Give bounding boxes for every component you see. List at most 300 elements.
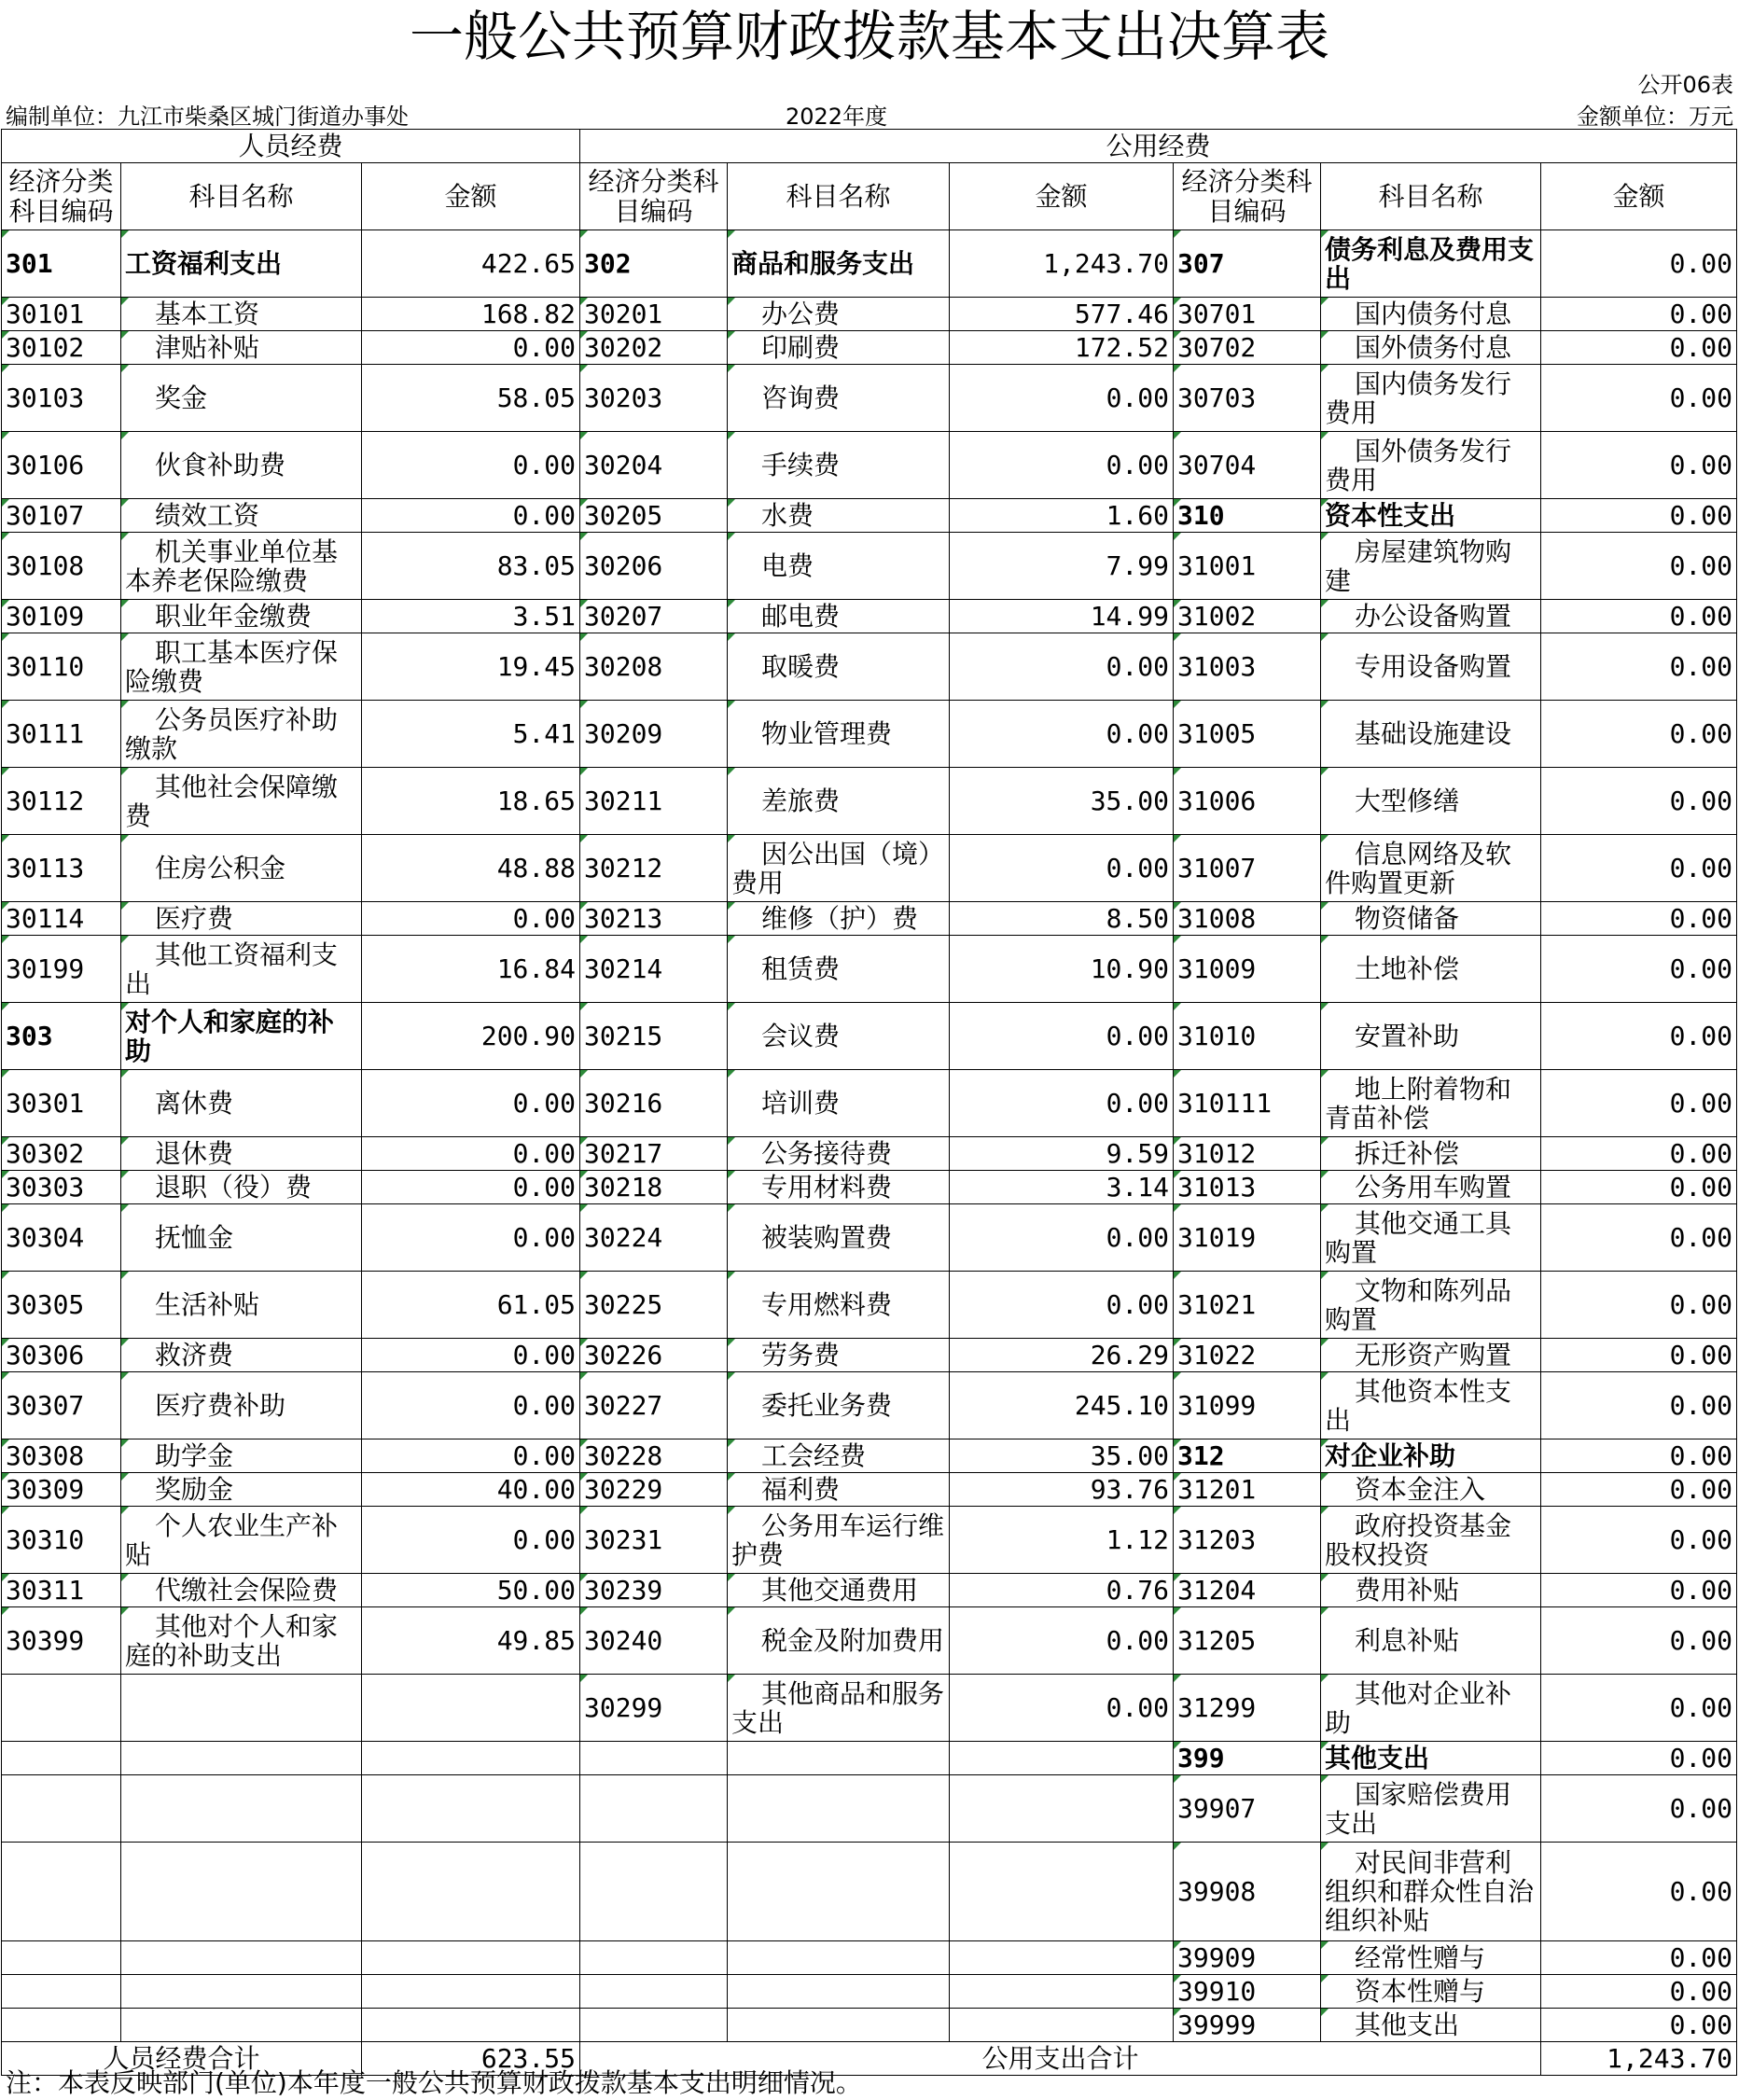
item-name-cell: 手续费 [728,432,950,499]
cell-marker-icon [1174,230,1181,238]
table-row [2,1003,1737,1070]
cell-marker-icon [728,432,735,439]
code-cell: 30202 [580,331,728,365]
amount-cell: 0.00 [1541,1171,1737,1204]
amount-cell: 172.52 [950,331,1174,365]
cell-marker-icon [2,1607,9,1615]
item-name-cell: 邮电费 [728,600,950,633]
item-name-cell: 办公费 [728,298,950,331]
cell-marker-icon [1321,1171,1329,1178]
amount-cell [950,1941,1174,1975]
amount-cell: 5.41 [362,701,580,768]
item-name-cell: 专用材料费 [728,1171,950,1204]
code-cell: 301 [2,230,121,298]
cell-marker-icon [1321,2009,1329,2016]
code-cell: 30305 [2,1272,121,1339]
cell-marker-icon [2,1003,9,1010]
amount-cell: 0.76 [950,1574,1174,1607]
amount-cell: 0.00 [1541,1070,1737,1137]
cell-marker-icon [1174,499,1181,507]
code-cell: 30112 [2,768,121,835]
code-cell: 310111 [1174,1070,1321,1137]
col-code-header: 经济分类科目编码 [1174,163,1321,230]
amount-cell: 0.00 [362,1372,580,1439]
item-name-cell: 租赁费 [728,936,950,1003]
amount-cell [362,1675,580,1742]
code-cell: 31009 [1174,936,1321,1003]
code-cell: 30702 [1174,331,1321,365]
cell-marker-icon [728,1272,735,1279]
cell-marker-icon [121,1439,129,1447]
item-name-cell: 津贴补贴 [121,331,362,365]
cell-marker-icon [1174,1372,1181,1380]
amount-cell: 0.00 [1541,1507,1737,1574]
code-cell [580,2009,728,2042]
col-amount-header: 金额 [1541,163,1737,230]
table-row [2,230,1737,298]
cell-marker-icon [580,1171,588,1178]
cell-marker-icon [1321,1372,1329,1380]
cell-marker-icon [2,1507,9,1514]
amount-cell [362,1742,580,1775]
amount-cell: 0.00 [1541,768,1737,835]
code-cell [580,1742,728,1775]
code-cell: 30205 [580,499,728,533]
amount-cell: 0.00 [362,1204,580,1272]
item-name-cell: 税金及附加费用 [728,1607,950,1675]
cell-marker-icon [1321,1137,1329,1145]
cell-marker-icon [121,1137,129,1145]
item-name-cell: 办公设备购置 [1321,600,1541,633]
code-cell: 30306 [2,1339,121,1372]
cell-marker-icon [2,835,9,842]
col-name-header: 科目名称 [121,163,362,230]
item-name-cell: 劳务费 [728,1339,950,1372]
cell-marker-icon [1174,1439,1181,1447]
page-title: 一般公共预算财政拨款基本支出决算表 [409,5,1329,68]
amount-cell: 3.51 [362,600,580,633]
item-name-cell: 国内债务发行费用 [1321,365,1541,432]
amount-cell: 0.00 [950,1070,1174,1137]
item-name-cell: 地上附着物和青苗补偿 [1321,1070,1541,1137]
item-name-cell: 其他资本性支出 [1321,1372,1541,1439]
code-cell: 31001 [1174,533,1321,600]
amount-cell: 0.00 [1541,1574,1737,1607]
table-row [2,835,1737,902]
item-name-cell [121,1742,362,1775]
code-cell: 30213 [580,902,728,936]
code-cell: 31002 [1174,600,1321,633]
item-name-cell: 政府投资基金股权投资 [1321,1507,1541,1574]
item-name-cell: 工会经费 [728,1439,950,1473]
item-name-cell [728,1975,950,2009]
cell-marker-icon [1174,1339,1181,1346]
code-cell: 30309 [2,1473,121,1507]
table-row [2,432,1737,499]
cell-marker-icon [1321,768,1329,775]
cell-marker-icon [1321,1742,1329,1749]
amount-cell: 0.00 [1541,230,1737,298]
item-name-cell: 大型修缮 [1321,768,1541,835]
table-row [2,1975,1737,2009]
item-name-cell: 绩效工资 [121,499,362,533]
cell-marker-icon [1174,835,1181,842]
cell-marker-icon [1174,1975,1181,1982]
code-cell: 30101 [2,298,121,331]
amount-cell: 0.00 [1541,902,1737,936]
code-cell: 39999 [1174,2009,1321,2042]
cell-marker-icon [2,1439,9,1447]
amount-cell: 40.00 [362,1473,580,1507]
cell-marker-icon [121,768,129,775]
code-cell: 31019 [1174,1204,1321,1272]
amount-cell [950,2009,1174,2042]
cell-marker-icon [728,1204,735,1212]
item-name-cell: 医疗费 [121,902,362,936]
item-name-cell: 国外债务付息 [1321,331,1541,365]
cell-marker-icon [1321,835,1329,842]
cell-marker-icon [580,902,588,910]
cell-marker-icon [1174,1272,1181,1279]
code-cell: 31022 [1174,1339,1321,1372]
item-name-cell: 离休费 [121,1070,362,1137]
amount-cell: 9.59 [950,1137,1174,1171]
code-cell: 31005 [1174,701,1321,768]
code-cell: 30227 [580,1372,728,1439]
item-name-cell [121,1843,362,1941]
cell-marker-icon [1174,768,1181,775]
amount-cell: 245.10 [950,1372,1174,1439]
cell-marker-icon [728,835,735,842]
cell-marker-icon [580,1070,588,1078]
item-name-cell [121,1975,362,2009]
code-cell: 31205 [1174,1607,1321,1675]
item-name-cell: 文物和陈列品购置 [1321,1272,1541,1339]
item-name-cell [728,1843,950,1941]
cell-marker-icon [728,499,735,507]
code-cell: 30701 [1174,298,1321,331]
item-name-cell: 资本金注入 [1321,1473,1541,1507]
money-unit: 金额单位：万元 [1577,104,1733,130]
cell-marker-icon [121,1272,129,1279]
cell-marker-icon [580,230,588,238]
cell-marker-icon [1174,1137,1181,1145]
amount-cell: 0.00 [1541,1339,1737,1372]
item-name-cell: 公务用车购置 [1321,1171,1541,1204]
amount-cell [950,1742,1174,1775]
cell-marker-icon [2,298,9,305]
amount-cell: 0.00 [1541,1775,1737,1843]
table-row [2,298,1737,331]
code-cell: 312 [1174,1439,1321,1473]
code-cell: 30217 [580,1137,728,1171]
cell-marker-icon [580,432,588,439]
cell-marker-icon [728,1339,735,1346]
code-cell: 31013 [1174,1171,1321,1204]
cell-marker-icon [1321,1843,1329,1850]
amount-cell: 0.00 [950,1204,1174,1272]
table-row [2,701,1737,768]
cell-marker-icon [1174,298,1181,305]
group-public: 公用经费 [580,130,1737,163]
item-name-cell [728,1941,950,1975]
item-name-cell: 退职（役）费 [121,1171,362,1204]
table-row [2,1137,1737,1171]
amount-cell: 0.00 [1541,1272,1737,1339]
code-cell: 30704 [1174,432,1321,499]
cell-marker-icon [580,1675,588,1682]
cell-marker-icon [121,331,129,339]
cell-marker-icon [580,298,588,305]
code-cell: 30111 [2,701,121,768]
amount-cell: 0.00 [950,1272,1174,1339]
amount-cell: 0.00 [1541,1941,1737,1975]
amount-cell: 0.00 [1541,331,1737,365]
code-cell: 30207 [580,600,728,633]
item-name-cell: 取暖费 [728,633,950,701]
item-name-cell: 房屋建筑物购建 [1321,533,1541,600]
code-cell: 30307 [2,1372,121,1439]
cell-marker-icon [1174,365,1181,372]
table-row [2,1675,1737,1742]
cell-marker-icon [728,1507,735,1514]
amount-cell: 61.05 [362,1272,580,1339]
code-cell: 30208 [580,633,728,701]
cell-marker-icon [2,600,9,607]
code-cell: 30399 [2,1607,121,1675]
code-cell: 30226 [580,1339,728,1372]
cell-marker-icon [1321,936,1329,943]
amount-cell: 422.65 [362,230,580,298]
code-cell: 30218 [580,1171,728,1204]
table-row [2,1272,1737,1339]
cell-marker-icon [1321,1070,1329,1078]
amount-cell: 0.00 [362,1171,580,1204]
amount-cell: 0.00 [950,365,1174,432]
item-name-cell: 生活补贴 [121,1272,362,1339]
cell-marker-icon [1174,1675,1181,1682]
cell-marker-icon [121,835,129,842]
cell-marker-icon [2,1339,9,1346]
item-name-cell: 培训费 [728,1070,950,1137]
amount-cell: 0.00 [362,1439,580,1473]
item-name-cell: 其他商品和服务支出 [728,1675,950,1742]
table-row [2,1171,1737,1204]
code-cell: 39908 [1174,1843,1321,1941]
code-cell [2,1775,121,1843]
amount-cell: 0.00 [1541,1742,1737,1775]
code-cell: 30106 [2,432,121,499]
code-cell: 30703 [1174,365,1321,432]
item-name-cell [121,2009,362,2042]
amount-cell: 10.90 [950,936,1174,1003]
item-name-cell: 其他支出 [1321,1742,1541,1775]
item-name-cell: 助学金 [121,1439,362,1473]
cell-marker-icon [728,1171,735,1178]
amount-cell: 0.00 [950,835,1174,902]
item-name-cell: 其他交通费用 [728,1574,950,1607]
item-name-cell: 资本性支出 [1321,499,1541,533]
code-cell [2,1675,121,1742]
item-name-cell [728,1742,950,1775]
amount-cell: 93.76 [950,1473,1174,1507]
item-name-cell: 公务用车运行维护费 [728,1507,950,1574]
table-row [2,365,1737,432]
amount-cell: 0.00 [1541,633,1737,701]
amount-cell [362,1843,580,1941]
amount-cell: 0.00 [1541,298,1737,331]
cell-marker-icon [121,1204,129,1212]
cell-marker-icon [728,1137,735,1145]
item-name-cell: 退休费 [121,1137,362,1171]
code-cell: 30229 [580,1473,728,1507]
cell-marker-icon [2,1372,9,1380]
cell-marker-icon [728,533,735,540]
cell-marker-icon [580,533,588,540]
col-name-header: 科目名称 [1321,163,1541,230]
table-row [2,1339,1737,1372]
cell-marker-icon [1174,432,1181,439]
cell-marker-icon [1174,331,1181,339]
item-name-cell: 住房公积金 [121,835,362,902]
code-cell: 31299 [1174,1675,1321,1742]
amount-cell: 577.46 [950,298,1174,331]
col-amount-header: 金额 [950,163,1174,230]
code-cell: 39909 [1174,1941,1321,1975]
amount-cell: 35.00 [950,768,1174,835]
cell-marker-icon [728,902,735,910]
cell-marker-icon [2,1204,9,1212]
cell-marker-icon [580,1574,588,1581]
code-cell: 31021 [1174,1272,1321,1339]
item-name-cell: 因公出国（境）费用 [728,835,950,902]
item-name-cell: 拆迁补偿 [1321,1137,1541,1171]
table-row [2,499,1737,533]
table-row [2,1941,1737,1975]
amount-cell: 3.14 [950,1171,1174,1204]
cell-marker-icon [1174,600,1181,607]
item-name-cell: 其他对企业补助 [1321,1675,1541,1742]
item-name-cell: 信息网络及软件购置更新 [1321,835,1541,902]
cell-marker-icon [1321,1339,1329,1346]
cell-marker-icon [728,1675,735,1682]
table-row [2,1070,1737,1137]
amount-cell: 0.00 [1541,1137,1737,1171]
cell-marker-icon [121,230,129,238]
item-name-cell: 其他支出 [1321,2009,1541,2042]
cell-marker-icon [728,600,735,607]
cell-marker-icon [580,835,588,842]
item-name-cell: 会议费 [728,1003,950,1070]
cell-marker-icon [728,331,735,339]
cell-marker-icon [1174,1171,1181,1178]
cell-marker-icon [2,633,9,641]
code-cell: 30107 [2,499,121,533]
item-name-cell: 电费 [728,533,950,600]
code-cell: 30304 [2,1204,121,1272]
code-cell: 30109 [2,600,121,633]
cell-marker-icon [121,365,129,372]
amount-cell: 0.00 [1541,1843,1737,1941]
fiscal-year: 2022年度 [786,104,888,130]
cell-marker-icon [728,1574,735,1581]
amount-cell: 1,243.70 [950,230,1174,298]
item-name-cell: 抚恤金 [121,1204,362,1272]
code-cell: 30216 [580,1070,728,1137]
cell-marker-icon [580,1339,588,1346]
code-cell: 30228 [580,1439,728,1473]
code-cell: 30239 [580,1574,728,1607]
cell-marker-icon [1321,1473,1329,1481]
cell-marker-icon [580,331,588,339]
code-cell: 30303 [2,1171,121,1204]
cell-marker-icon [2,1574,9,1581]
item-name-cell: 商品和服务支出 [728,230,950,298]
cell-marker-icon [1174,533,1181,540]
cell-marker-icon [1174,1775,1181,1783]
item-name-cell [728,2009,950,2042]
item-name-cell: 经常性赠与 [1321,1941,1541,1975]
code-cell: 30199 [2,936,121,1003]
table-row [2,1372,1737,1439]
amount-cell: 0.00 [362,331,580,365]
amount-cell: 0.00 [362,432,580,499]
code-cell: 31010 [1174,1003,1321,1070]
cell-marker-icon [1321,1941,1329,1949]
code-cell [580,1975,728,2009]
cell-marker-icon [2,365,9,372]
table-number: 公开06表 [1637,72,1733,98]
code-cell: 31099 [1174,1372,1321,1439]
cell-marker-icon [1174,1473,1181,1481]
amount-cell: 0.00 [362,1070,580,1137]
cell-marker-icon [580,701,588,708]
cell-marker-icon [1321,533,1329,540]
table-row [2,1775,1737,1843]
cell-marker-icon [1321,1574,1329,1581]
cell-marker-icon [121,633,129,641]
item-name-cell: 其他社会保障缴费 [121,768,362,835]
cell-marker-icon [121,1003,129,1010]
cell-marker-icon [728,1070,735,1078]
cell-marker-icon [1321,1204,1329,1212]
code-cell: 30311 [2,1574,121,1607]
code-cell: 39907 [1174,1775,1321,1843]
cell-marker-icon [2,499,9,507]
item-name-cell: 工资福利支出 [121,230,362,298]
amount-cell: 0.00 [1541,499,1737,533]
cell-marker-icon [121,432,129,439]
code-cell [2,1975,121,2009]
code-cell: 30225 [580,1272,728,1339]
table-row [2,1439,1737,1473]
item-name-cell: 机关事业单位基本养老保险缴费 [121,533,362,600]
cell-marker-icon [1321,1439,1329,1447]
item-name-cell: 专用设备购置 [1321,633,1541,701]
amount-cell: 0.00 [950,1607,1174,1675]
cell-marker-icon [121,600,129,607]
code-cell: 30212 [580,835,728,902]
cell-marker-icon [1321,701,1329,708]
cell-marker-icon [1321,432,1329,439]
cell-marker-icon [1321,1272,1329,1279]
code-cell: 30204 [580,432,728,499]
amount-cell: 7.99 [950,533,1174,600]
code-cell: 30224 [580,1204,728,1272]
amount-cell: 0.00 [1541,2009,1737,2042]
cell-marker-icon [2,902,9,910]
table-row [2,1507,1737,1574]
